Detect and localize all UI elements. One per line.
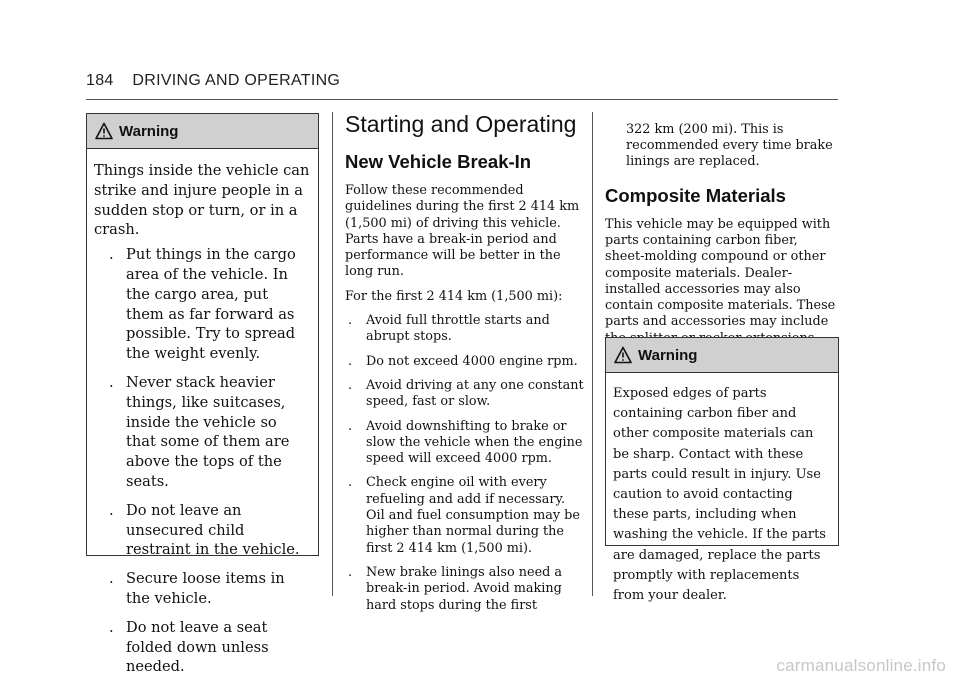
list-item-text: Put things in the cargo area of the vehicle. In the cargo area, put them as far forward as possible. Try to spread the weight evenly. bbox=[126, 246, 296, 363]
break-in-list bbox=[345, 313, 585, 614]
page-number: 184 bbox=[86, 72, 114, 89]
list-item bbox=[345, 419, 585, 468]
column-divider-right bbox=[592, 112, 593, 596]
bullet: . bbox=[348, 377, 353, 393]
warning-header bbox=[87, 114, 318, 149]
bullet: . bbox=[348, 313, 353, 329]
section-title: Starting and Operating bbox=[345, 111, 577, 137]
break-in-lead: For the first 2 414 km (1,500 mi): bbox=[345, 288, 563, 304]
warning-triangle-icon bbox=[614, 346, 632, 364]
warning-header bbox=[606, 338, 838, 373]
list-item-text: New brake linings also need a break-in period. Avoid making hard stops during the first bbox=[366, 564, 563, 613]
list-item bbox=[94, 569, 310, 609]
list-item-text: Never stack heavier things, like suitcases, inside the vehicle so that some of them are above the tops of the seats. bbox=[126, 373, 290, 490]
subsection-title-composite: Composite Materials bbox=[605, 184, 786, 206]
list-item-text: Avoid driving at any one constant speed, fast or slow. bbox=[366, 377, 584, 410]
bullet: . bbox=[348, 475, 353, 491]
middle-column bbox=[345, 110, 585, 622]
list-item-text: Avoid full throttle starts and abrupt stops. bbox=[366, 313, 550, 345]
warning-body bbox=[606, 373, 838, 606]
bullet: . bbox=[109, 618, 114, 636]
warning-triangle-icon bbox=[95, 122, 113, 140]
list-item bbox=[345, 475, 585, 556]
list-item bbox=[94, 373, 310, 492]
warning-intro: Things inside the vehicle can strike and injure people in a sudden stop or turn, or in a crash. bbox=[94, 162, 310, 239]
list-item-text: Avoid downshifting to brake or slow the vehicle when the engine speed will exceed 4000 rpm. bbox=[366, 418, 583, 467]
break-in-continuation: 322 km (200 mi). This is recommended every time brake linings are replaced. bbox=[626, 121, 833, 170]
bullet: . bbox=[109, 373, 114, 391]
column-divider-left bbox=[332, 112, 333, 596]
warning-title: Warning bbox=[119, 122, 179, 140]
header-rule bbox=[86, 99, 838, 100]
list-item-text: Secure loose items in the vehicle. bbox=[126, 570, 285, 607]
section-name: DRIVING AND OPERATING bbox=[132, 72, 341, 89]
bullet: . bbox=[109, 501, 114, 519]
list-item bbox=[94, 618, 310, 677]
bullet: . bbox=[348, 353, 353, 369]
page-header bbox=[86, 72, 340, 90]
warning-body bbox=[87, 149, 318, 677]
bullet: . bbox=[109, 246, 114, 264]
warning-box-composite bbox=[605, 337, 839, 604]
right-column bbox=[605, 109, 841, 355]
list-item-text: Do not leave an unsecured child restraint in the vehicle. bbox=[126, 501, 300, 559]
bullet: . bbox=[348, 564, 353, 580]
bullet: . bbox=[348, 418, 353, 434]
warning-box-cargo bbox=[86, 113, 319, 676]
list-item-text: Check engine oil with every refueling and add if necessary. Oil and fuel consumption may be higher than normal during the first 2 414 km (1,500 mi). bbox=[366, 475, 580, 556]
break-in-intro: Follow these recommended guidelines during the first 2 414 km (1,500 mi) of driving this vehicle. Parts have a break-in period and performance will be better in the long run. bbox=[345, 183, 580, 280]
warning-title: Warning bbox=[638, 346, 698, 364]
list-item bbox=[94, 245, 310, 364]
list-item bbox=[94, 501, 310, 560]
bullet: . bbox=[109, 570, 114, 588]
list-item bbox=[345, 313, 585, 346]
subsection-title-break-in: New Vehicle Break-In bbox=[345, 151, 532, 172]
list-item bbox=[345, 354, 585, 370]
list-item-text: Do not leave a seat folded down unless needed. bbox=[126, 618, 269, 676]
warning-list bbox=[94, 245, 310, 677]
list-item bbox=[345, 565, 585, 614]
list-item-text: Do not exceed 4000 engine rpm. bbox=[366, 353, 578, 369]
composite-paragraph: This vehicle may be equipped with parts containing carbon fiber, sheet-molding compound or other composite materials. Dealer-installed accessories may also contain composite materials. These parts and accessories may include bbox=[605, 216, 836, 330]
warning-text: Exposed edges of parts containing carbon fiber and other composite materials can be sharp. Contact with these parts could result in injury. Use caution to avoid contacting these parts, including when washing the vehicle. If the parts are damaged, replace the parts promptly with replacements from your dealer. bbox=[613, 386, 826, 604]
list-item bbox=[345, 378, 585, 411]
watermark: carmanualsonline.info bbox=[776, 656, 946, 675]
